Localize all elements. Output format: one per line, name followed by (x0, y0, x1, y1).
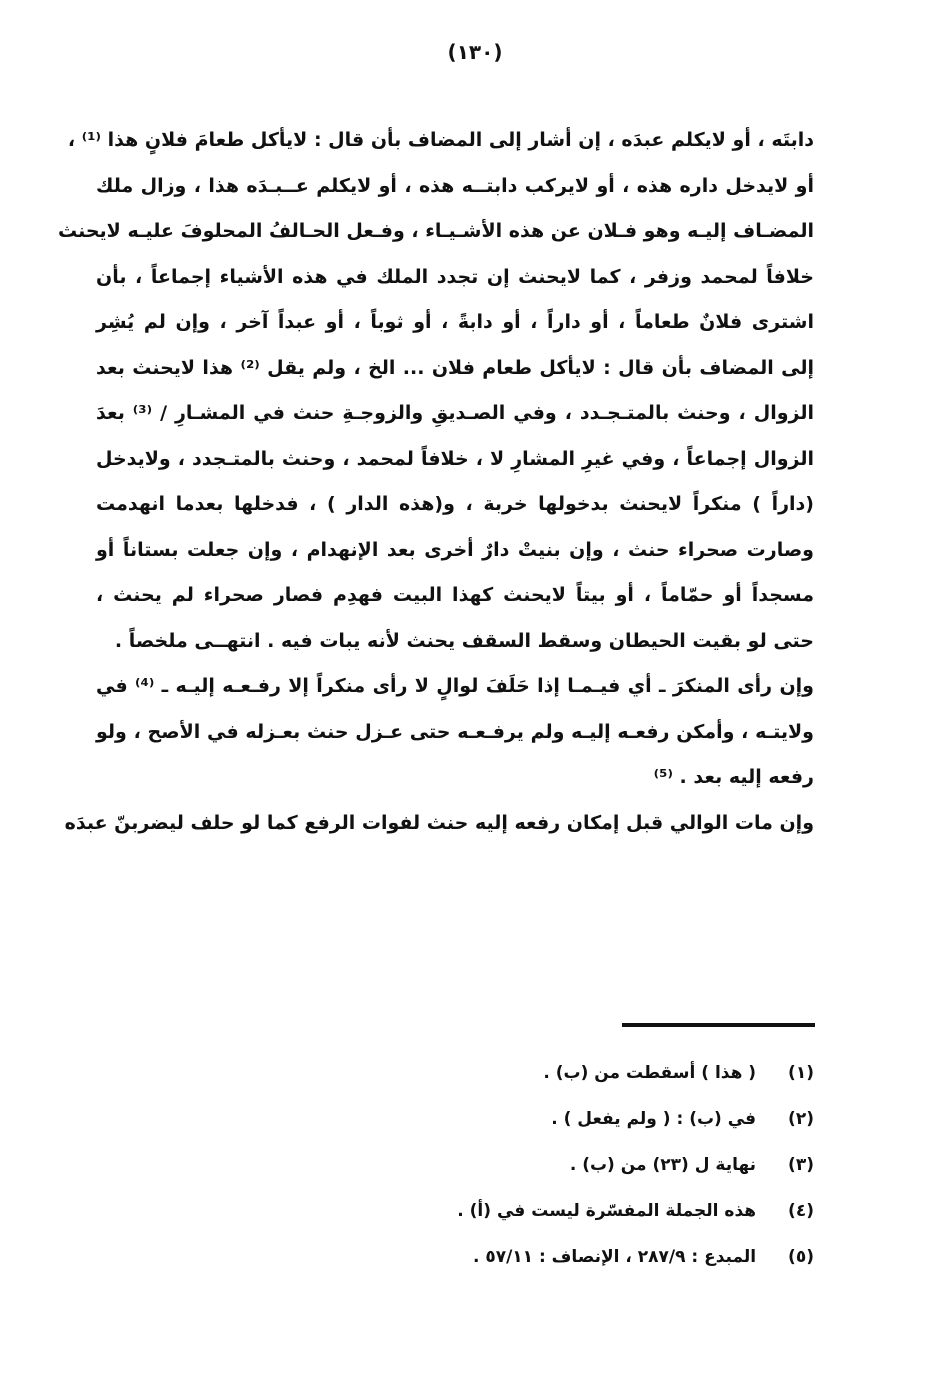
footnote-text: ( هذا ) أسقطت من (ب) . (543, 1063, 757, 1083)
text-line: مسجداً أو حمّاماً ، أو بيتاً لايحنث كهذا البيت فهدِم فصار صحراء لم يحنث ، (96, 584, 814, 606)
text-line: وإن مات الوالي قبل إمكان رفعه إليه حنث لفوات الرفع كما لو حلف ليضربنّ عبدَه (64, 811, 814, 834)
footnote-number: (٢) (788, 1109, 814, 1129)
footnotes (96, 1050, 814, 1280)
footnote-item (96, 1096, 814, 1142)
footnote-item (96, 1050, 814, 1096)
footnote-text: هذه الجملة المفسّرة ليست في (أ) . (457, 1201, 757, 1221)
text-line: حتى لو بقيت الحيطان وسقط السقف يحنث لأنه يبات فيه . انتهــى ملخصاً . (114, 629, 814, 652)
footnote-item (96, 1188, 814, 1234)
text-line: وصارت صحراء حنث ، وإن بنيتْ دارٌ أخرى بعد الإنهدام ، وإن جعلت بستاناً أو (96, 538, 814, 561)
text-line: الزوال إجماعاً ، وفي غيرِ المشارِ لا ، خلافاً لمحمد ، وحنث بالمتـجدد ، ولايدخل (96, 447, 814, 470)
main-text (57, 118, 814, 846)
page-number: (١٣٠) (447, 40, 503, 64)
text-line: وإن رأى المنكرَ ـ أي فيـمـا إذا حَلَفَ لوالٍ لا رأى منكراً إلا رفـعـه إليـه ـ ⁽⁴⁾ في (96, 675, 814, 697)
footnote-divider (622, 1023, 815, 1027)
text-line: إلى المضاف بأن قال : لايأكل طعام فلان ... الخ ، ولم يقل ⁽²⁾ هذا لايحنث بعد (96, 356, 814, 379)
text-line: اشترى فلانٌ طعاماً ، أو داراً ، أو دابةً ، أو ثوباً ، أو عبداً آخر ، وإن لم يُشِر (96, 311, 814, 333)
footnote-number: (١) (788, 1063, 814, 1083)
footnote-item (96, 1234, 814, 1280)
text-line: ولايتـه ، وأمكن رفعـه إليـه ولم يرفـعـه حتى عـزل حنث بعـزله في الأصح ، ولو (96, 720, 814, 743)
text-line: رفعه إليه بعد . ⁽⁵⁾ (653, 766, 814, 788)
footnote-item (96, 1142, 814, 1188)
footnote-text: المبدع : ٢٨٧/٩ ، الإنصاف : ٥٧/١١ . (472, 1247, 757, 1267)
text-line: الزوال ، وحنث بالمتـجـدد ، وفي الصـديقِ والزوجـةِ حنث في المشـارِ / ⁽³⁾ بعدَ (96, 402, 814, 424)
footnote-number: (٥) (788, 1247, 814, 1267)
footnote-number: (٤) (788, 1201, 814, 1221)
text-line: دابتَه ، أو لايكلم عبدَه ، إن أشار إلى المضاف بأن قال : لايأكل طعامَ فلانٍ هذا ⁽¹⁾ ، (67, 129, 814, 151)
text-line: المضـاف إليـه وهو فـلان عن هذه الأشـيـاء ، وفـعل الحـالفُ المحلوفَ عليـه لايحنث (57, 220, 814, 242)
text-line: أو لايدخل داره هذه ، أو لايركب دابتــه هذه ، أو لايكلم عــبـدَه هذا ، وزال ملك (96, 174, 814, 197)
text-line: (داراً ) منكراً لايحنث بدخولها خربة ، و(هذه الدار ) ، فدخلها بعدما انهدمت (96, 493, 814, 515)
text-line: خلافاً لمحمد وزفر ، كما لايحنث إن تجدد الملك في هذه الأشياء إجماعاً ، بأن (96, 265, 814, 288)
footnote-number: (٣) (788, 1155, 814, 1175)
footnote-text: في (ب) : ( ولم يفعل ) . (551, 1109, 757, 1129)
footnote-text: نهاية ل (٢٣) من (ب) . (569, 1155, 757, 1175)
